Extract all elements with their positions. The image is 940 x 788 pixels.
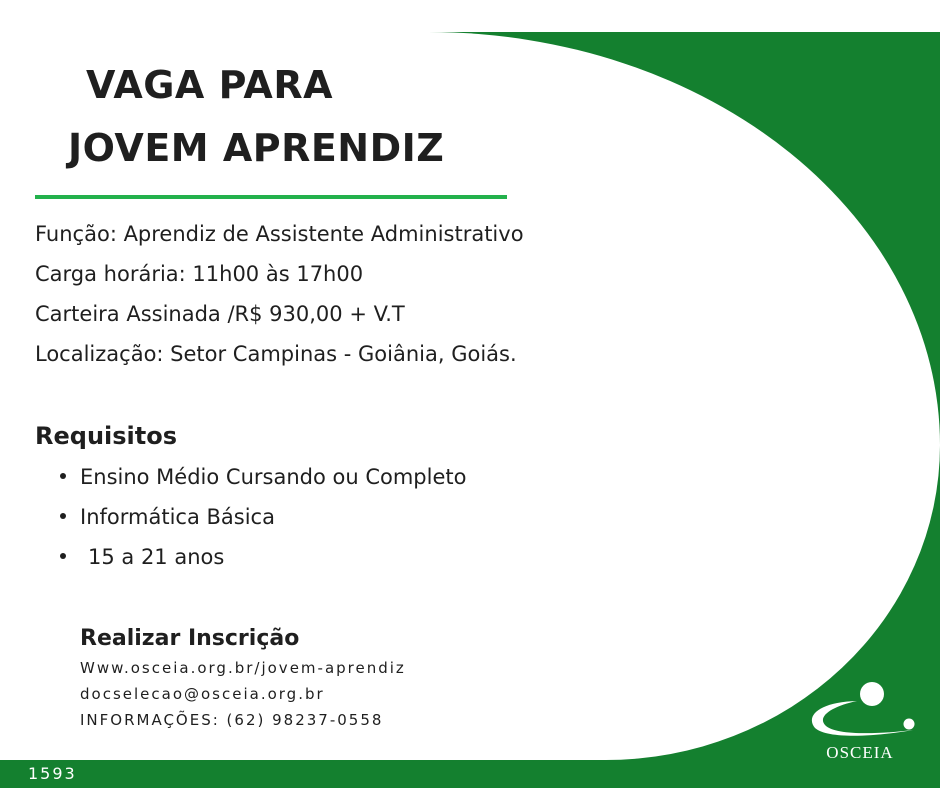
work-hours: Carga horária: 11h00 às 17h00	[35, 262, 364, 286]
title-divider	[35, 195, 507, 199]
job-function: Função: Aprendiz de Assistente Administrativo	[35, 222, 524, 246]
title-line-1: VAGA PARA	[86, 63, 334, 107]
footer-code: 1593	[28, 764, 77, 783]
website-link[interactable]: Www.osceia.org.br/jovem-aprendiz	[80, 659, 406, 677]
bullet-icon	[60, 553, 66, 559]
osceia-swoosh-logo-icon	[805, 680, 920, 744]
job-location: Localização: Setor Campinas - Goiânia, Goiás.	[35, 342, 517, 366]
contract-salary: Carteira Assinada /R$ 930,00 + V.T	[35, 302, 405, 326]
requirement-text: Ensino Médio Cursando ou Completo	[80, 465, 467, 489]
email-link[interactable]: docselecao@osceia.org.br	[80, 685, 325, 703]
phone-info: INFORMAÇÕES: (62) 98237-0558	[80, 711, 384, 729]
requirement-text: 15 a 21 anos	[88, 545, 225, 569]
list-item	[60, 507, 275, 528]
signup-heading: Realizar Inscrição	[80, 626, 300, 651]
title-line-2: JOVEM APRENDIZ	[68, 126, 445, 170]
list-item	[60, 547, 224, 568]
bullet-icon	[60, 513, 66, 519]
bullet-icon	[60, 473, 66, 479]
osceia-logo	[805, 680, 920, 762]
requirements-heading: Requisitos	[35, 422, 178, 450]
list-item	[60, 467, 466, 488]
requirement-text: Informática Básica	[80, 505, 275, 529]
logo-wordmark: OSCEIA	[826, 743, 894, 762]
